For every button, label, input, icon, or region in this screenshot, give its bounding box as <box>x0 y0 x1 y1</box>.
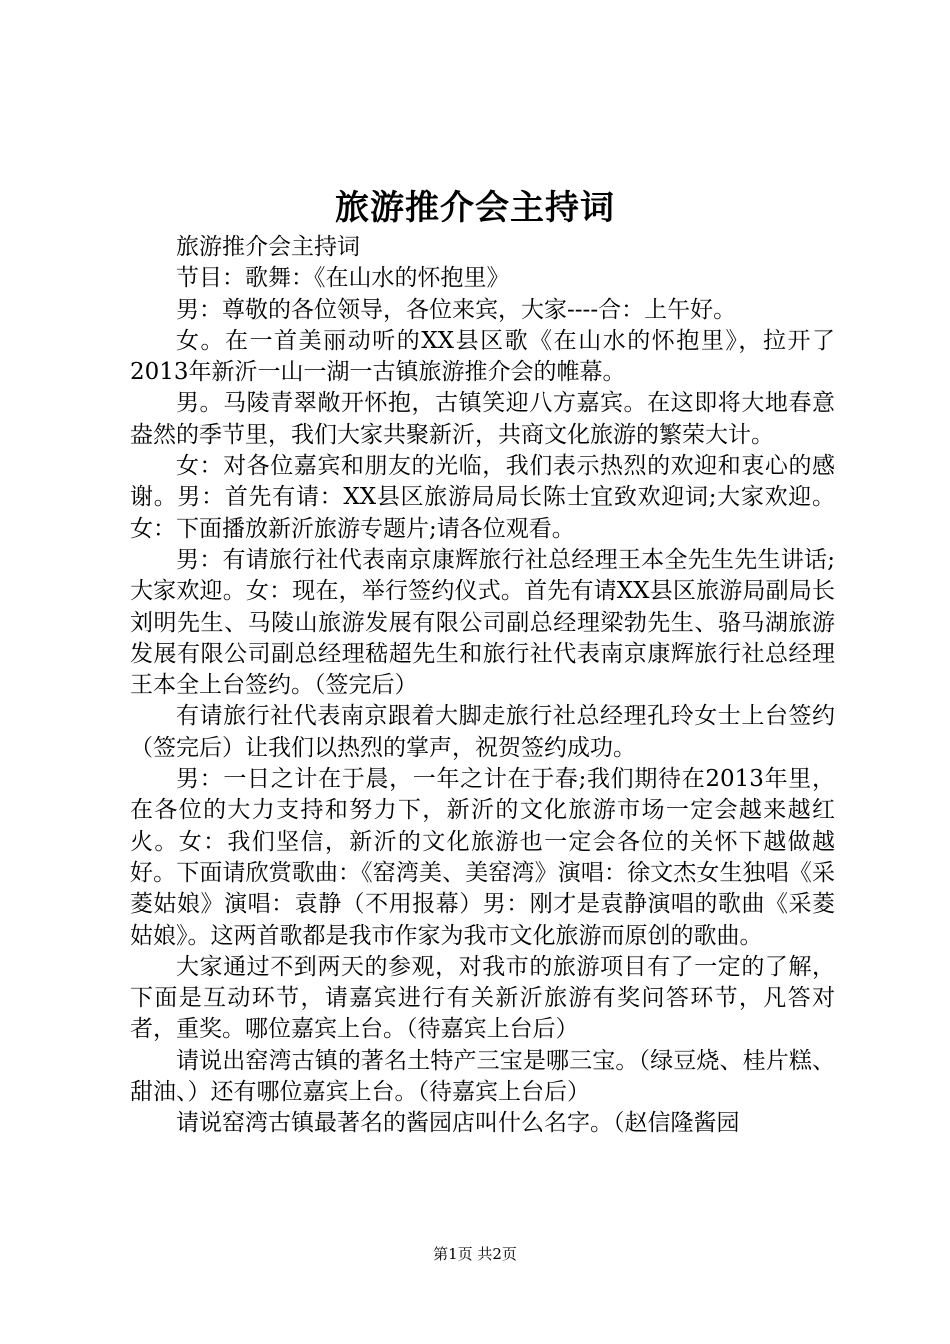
page-footer: 第1页 共2页 <box>433 1245 517 1263</box>
document-title: 旅游推介会主持词 <box>335 188 615 228</box>
paragraph: 旅游推介会主持词 <box>176 234 360 260</box>
paragraph: 女。在一首美丽动听的XX县区歌《在山水的怀抱里》，拉开了2013年新沂一山一湖一古镇旅游推介会的帷幕。 <box>130 327 835 386</box>
document-body <box>130 232 835 1140</box>
paragraph: 节目：歌舞：《在山水的怀抱里》 <box>176 265 510 292</box>
paragraph: 有请旅行社代表南京跟着大脚走旅行社总经理孔玲女士上台签约（签完后）让我们以热烈的掌声，祝贺签约成功。 <box>130 703 835 761</box>
paragraph: 请说出窑湾古镇的著名土特产三宝是哪三宝。（绿豆烧、桂片糕、甜油、）还有哪位嘉宾上台。（待嘉宾上台后） <box>130 1047 835 1106</box>
paragraph: 大家通过不到两天的参观，对我市的旅游项目有了一定的了解，下面是互动环节，请嘉宾进行有关新沂旅游有奖问答环节，凡答对者，重奖。哪位嘉宾上台。（待嘉宾上台后） <box>130 953 835 1043</box>
paragraph: 男。马陵青翠敞开怀抱，古镇笑迎八方嘉宾。在这即将大地春意盎然的季节里，我们大家共聚新沂，共商文化旅游的繁荣大计。 <box>130 390 835 448</box>
paragraph: 男：有请旅行社代表南京康辉旅行社总经理王本全先生先生讲话;大家欢迎。女：现在，举行签约仪式。首先有请XX县区旅游局副局长刘明先生、马陵山旅游发展有限公司副总经理梁勃先生、骆马湖旅游发展有限公司副总经理嵇超先生和旅行社代表南京康辉旅行社总经理王本全上台签约。（签完后） <box>130 546 835 699</box>
paragraph: 男：尊敬的各位领导，各位来宾，大家----合：上午好。 <box>176 296 737 323</box>
paragraph: 请说窑湾古镇最著名的酱园店叫什么名字。（赵信隆酱园 <box>176 1110 740 1137</box>
paragraph: 女：对各位嘉宾和朋友的光临，我们表示热烈的欢迎和衷心的感谢。男：首先有请：XX县区旅游局局长陈士宜致欢迎词;大家欢迎。女：下面播放新沂旅游专题片;请各位观看。 <box>130 453 835 542</box>
paragraph: 男：一日之计在于晨，一年之计在于春;我们期待在2013年里，在各位的大力支持和努力下，新沂的文化旅游市场一定会越来越红火。女：我们坚信，新沂的文化旅游也一定会各位的关怀下越做越好。下面请欣赏歌曲：《窑湾美、美窑湾》演唱：徐文杰女生独唱《采菱姑娘》演唱：袁静（不用报幕）男：刚才是袁静演唱的歌曲《采菱姑娘》。这两首歌都是我市作家为我市文化旅游而原创的歌曲。 <box>130 766 835 949</box>
